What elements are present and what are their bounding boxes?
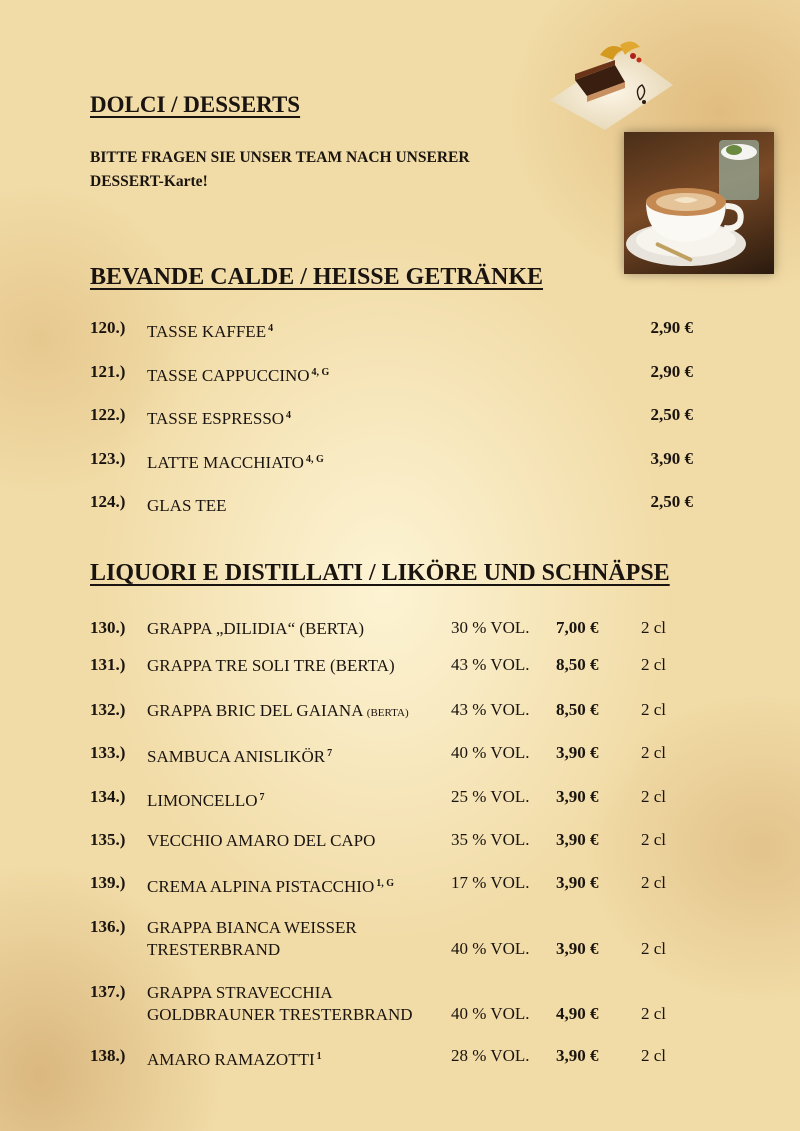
item-number: 137.) <box>90 982 126 1001</box>
item-number: 138.) <box>90 1046 126 1065</box>
item-alcohol-volume: 28 % VOL. <box>451 1046 530 1065</box>
item-number: 133.) <box>90 743 126 762</box>
item-name <box>147 917 357 961</box>
item-alcohol-volume: 35 % VOL. <box>451 830 530 849</box>
item-name <box>147 492 229 517</box>
item-number: 120.) <box>90 318 126 337</box>
item-price: 3,90 € <box>556 1046 599 1065</box>
item-serving-size: 2 cl <box>641 873 667 892</box>
menu-item-row <box>90 873 710 913</box>
item-price: 2,90 € <box>650 318 693 337</box>
menu-item-row <box>90 618 710 658</box>
item-name-note: (BERTA) <box>366 707 409 719</box>
menu-item-row <box>90 700 710 740</box>
item-name-text: TASSE KAFFEE <box>147 322 267 341</box>
liquori-heading: LIQUORI E DISTILLATI / LIKÖRE UND SCHNÄPSE <box>90 560 670 586</box>
item-name <box>147 618 364 640</box>
item-price: 7,00 € <box>556 618 599 637</box>
item-serving-size: 2 cl <box>641 830 667 849</box>
item-number: 131.) <box>90 655 126 674</box>
item-name-text: GRAPPA „DILIDIA“ (BERTA) <box>147 619 365 638</box>
menu-item-row <box>90 362 710 402</box>
item-alcohol-volume: 43 % VOL. <box>451 655 530 674</box>
item-serving-size: 2 cl <box>641 743 667 762</box>
item-name <box>147 362 329 387</box>
item-price: 2,50 € <box>650 405 693 424</box>
item-name <box>147 449 324 474</box>
item-name-text: CREMA ALPINA PISTACCHIO <box>147 877 375 896</box>
allergen-note: 4, G <box>305 454 324 465</box>
item-alcohol-volume: 40 % VOL. <box>451 743 530 762</box>
menu-item-row <box>90 318 710 358</box>
dessert-cake-image <box>545 30 675 130</box>
item-number: 122.) <box>90 405 126 424</box>
allergen-note: 7 <box>327 748 333 759</box>
menu-item-row <box>90 917 710 957</box>
item-name-text: LATTE MACCHIATO <box>147 453 304 472</box>
item-name-line2: TRESTERBRAND <box>147 940 281 959</box>
item-name-text: TASSE CAPPUCCINO <box>147 366 310 385</box>
item-price: 2,90 € <box>650 362 693 381</box>
item-alcohol-volume: 40 % VOL. <box>451 1004 530 1023</box>
item-name <box>147 1046 322 1071</box>
item-price: 2,50 € <box>650 492 693 511</box>
item-price: 4,90 € <box>556 1004 599 1023</box>
item-name <box>147 743 332 768</box>
item-number: 136.) <box>90 917 126 936</box>
item-serving-size: 2 cl <box>641 787 667 806</box>
item-name-text: GLAS TEE <box>147 496 227 515</box>
item-name-line2: GOLDBRAUNER TRESTERBRAND <box>147 1005 413 1024</box>
bevande-heading: BEVANDE CALDE / HEISSE GETRÄNKE <box>90 264 544 290</box>
item-price: 3,90 € <box>556 787 599 806</box>
item-number: 130.) <box>90 618 126 637</box>
item-name-text: GRAPPA TRE SOLI TRE (BERTA) <box>147 656 395 675</box>
menu-item-row <box>90 982 710 1022</box>
dessert-note-line2: DESSERT-Karte! <box>90 173 208 190</box>
item-number: 139.) <box>90 873 126 892</box>
item-number: 124.) <box>90 492 126 511</box>
item-number: 132.) <box>90 700 126 719</box>
menu-item-row <box>90 405 710 445</box>
allergen-note: 1 <box>316 1051 322 1062</box>
item-number: 121.) <box>90 362 126 381</box>
item-alcohol-volume: 17 % VOL. <box>451 873 530 892</box>
menu-item-row <box>90 743 710 783</box>
item-name-text: GRAPPA BRIC DEL GAIANA <box>147 701 363 720</box>
item-name-text: VECCHIO AMARO DEL CAPO <box>147 831 376 850</box>
allergen-note: 1, G <box>376 878 395 889</box>
item-name-text: SAMBUCA ANISLIKÖR <box>147 747 326 766</box>
item-serving-size: 2 cl <box>641 655 667 674</box>
item-alcohol-volume: 30 % VOL. <box>451 618 530 637</box>
item-price: 8,50 € <box>556 700 599 719</box>
item-alcohol-volume: 25 % VOL. <box>451 787 530 806</box>
item-serving-size: 2 cl <box>641 700 667 719</box>
menu-item-row <box>90 449 710 489</box>
dessert-note-line1: BITTE FRAGEN SIE UNSER TEAM NACH UNSERER <box>90 149 470 166</box>
item-name <box>147 655 395 677</box>
allergen-note: 4 <box>268 323 274 334</box>
menu-item-row <box>90 655 710 695</box>
item-price: 3,90 € <box>650 449 693 468</box>
item-price: 8,50 € <box>556 655 599 674</box>
item-name <box>147 787 264 812</box>
item-price: 3,90 € <box>556 939 599 958</box>
item-name <box>147 318 273 343</box>
item-price: 3,90 € <box>556 873 599 892</box>
menu-item-row <box>90 1046 710 1086</box>
allergen-note: 4 <box>286 410 292 421</box>
item-number: 123.) <box>90 449 126 468</box>
item-number: 135.) <box>90 830 126 849</box>
item-serving-size: 2 cl <box>641 1004 667 1023</box>
cappuccino-image <box>624 132 774 274</box>
item-name <box>147 405 291 430</box>
item-alcohol-volume: 43 % VOL. <box>451 700 530 719</box>
dessert-note <box>90 146 470 194</box>
menu-item-row <box>90 830 710 870</box>
item-serving-size: 2 cl <box>641 618 667 637</box>
item-serving-size: 2 cl <box>641 939 667 958</box>
item-name-text: GRAPPA BIANCA WEISSER <box>147 918 357 937</box>
item-price: 3,90 € <box>556 743 599 762</box>
item-name-text: AMARO RAMAZOTTI <box>147 1050 315 1069</box>
item-number: 134.) <box>90 787 126 806</box>
item-name <box>147 830 375 852</box>
item-name <box>147 700 409 724</box>
item-name-text: GRAPPA STRAVECCHIA <box>147 983 333 1002</box>
allergen-note: 4, G <box>311 367 330 378</box>
item-price: 3,90 € <box>556 830 599 849</box>
item-alcohol-volume: 40 % VOL. <box>451 939 530 958</box>
item-name-text: TASSE ESPRESSO <box>147 409 285 428</box>
item-name-text: LIMONCELLO <box>147 791 258 810</box>
allergen-note: 7 <box>259 792 265 803</box>
dolci-heading: DOLCI / DESSERTS <box>90 92 301 117</box>
item-name <box>147 982 413 1026</box>
item-name <box>147 873 394 898</box>
menu-item-row <box>90 787 710 827</box>
menu-item-row <box>90 492 710 532</box>
item-serving-size: 2 cl <box>641 1046 667 1065</box>
